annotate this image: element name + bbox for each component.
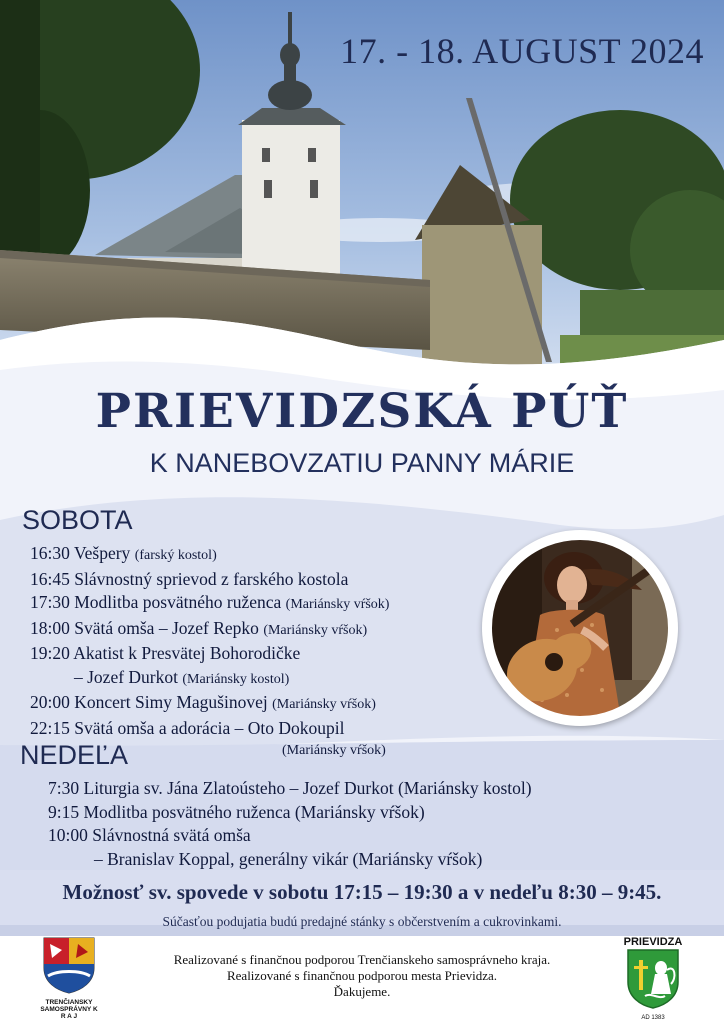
- sunday-heading: NEDEĽA: [20, 740, 129, 770]
- sponsor-line: Realizované s finančnou podporou mesta Prievidza.: [226, 968, 498, 983]
- schedule-time: 19:20: [30, 643, 70, 663]
- schedule-time: 17:30: [30, 592, 70, 612]
- schedule-location: (Mariánsky vŕšok): [272, 697, 376, 712]
- prievidza-city-logo: [620, 936, 686, 1021]
- schedule-row: [30, 542, 389, 568]
- schedule-text: Vešpery: [73, 543, 131, 563]
- singer-portrait: [482, 530, 678, 726]
- schedule-text: – Branislav Koppal, generálny vikár (Mariánsky vŕšok): [94, 848, 483, 869]
- schedule-text: Svätá omša – Jozef Repko: [74, 617, 259, 638]
- schedule-text: Koncert Simy Magušinovej: [74, 692, 268, 712]
- schedule-text: Liturgia sv. Jána Zlatoústeho – Jozef Durkot (Mariánsky kostol): [83, 778, 532, 798]
- logo-left-caption: TRENČIANSKY SAMOSPRÁVNY K R A J: [40, 999, 98, 1020]
- confession-info: Možnosť sv. spovede v sobotu 17:15 – 19:30 a v nedeľu 8:30 – 9:45.: [62, 880, 662, 904]
- footer: [0, 936, 724, 1024]
- schedule-time: 7:30: [48, 778, 80, 798]
- schedule-row: [48, 824, 532, 848]
- schedule-text: Slávnostná svätá omša: [92, 825, 251, 845]
- schedule-text: – Jozef Durkot: [74, 666, 179, 687]
- saturday-schedule: [30, 542, 389, 759]
- logo-right-title: PRIEVIDZA: [623, 936, 683, 948]
- schedule-time: 9:15: [48, 801, 80, 822]
- schedule-row: [30, 691, 389, 717]
- schedule-text: Slávnostný sprievod z farského kostola: [74, 568, 349, 589]
- schedule-time: 16:45: [30, 568, 70, 589]
- sponsor-text: [120, 952, 604, 1000]
- trencin-region-logo: [38, 936, 100, 1020]
- schedule-row: [48, 777, 532, 801]
- schedule-location: (Mariánsky vŕšok): [282, 743, 386, 758]
- schedule-text: Svätá omša a adorácia – Oto Dokoupil: [74, 717, 345, 738]
- schedule-row: [30, 666, 389, 692]
- schedule-time: 10:00: [48, 825, 88, 845]
- schedule-row: [48, 801, 532, 825]
- schedule-time: 22:15: [30, 717, 70, 738]
- schedule-text: Modlitba posvätného ruženca: [74, 592, 282, 612]
- stalls-info: Súčasťou podujatia budú predajné stánky s občerstvením a cukrovinkami.: [162, 914, 562, 929]
- schedule-location: (Mariánsky kostol): [182, 671, 290, 687]
- schedule-row: [30, 642, 389, 666]
- schedule-text: Akatist k Presvätej Bohorodičke: [73, 643, 301, 663]
- coat-of-arms-icon: [38, 936, 100, 994]
- schedule-row: [30, 591, 389, 617]
- schedule-row: [48, 848, 532, 872]
- sunday-schedule: [48, 777, 532, 871]
- logo-right-year: AD 1383: [641, 1015, 665, 1021]
- schedule-location: (Mariánsky vŕšok): [263, 622, 368, 638]
- thanks-line: Ďakujeme.: [333, 984, 391, 999]
- schedule-time: 16:30: [30, 543, 70, 563]
- city-coat-of-arms-icon: [625, 948, 681, 1010]
- schedule-row: [30, 617, 389, 643]
- event-subtitle: K NANEBOVZATIU PANNY MÁRIE: [149, 448, 575, 478]
- saturday-heading: SOBOTA: [22, 505, 133, 535]
- schedule-location: (Mariánsky vŕšok): [285, 597, 390, 612]
- schedule-location: (farský kostol): [134, 548, 217, 563]
- sponsor-line: Realizované s finančnou podporou Trenčianskeho samosprávneho kraja.: [173, 952, 551, 967]
- event-date: 17. - 18. AUGUST 2024: [340, 31, 704, 71]
- schedule-time: 20:00: [30, 692, 70, 712]
- schedule-row: [30, 717, 389, 741]
- schedule-text: Modlitba posvätného ruženca (Mariánsky vŕšok): [83, 801, 425, 822]
- schedule-row: [30, 568, 389, 592]
- schedule-time: 18:00: [30, 617, 70, 638]
- event-title: PRIEVIDZSKÁ PÚŤ: [95, 384, 629, 439]
